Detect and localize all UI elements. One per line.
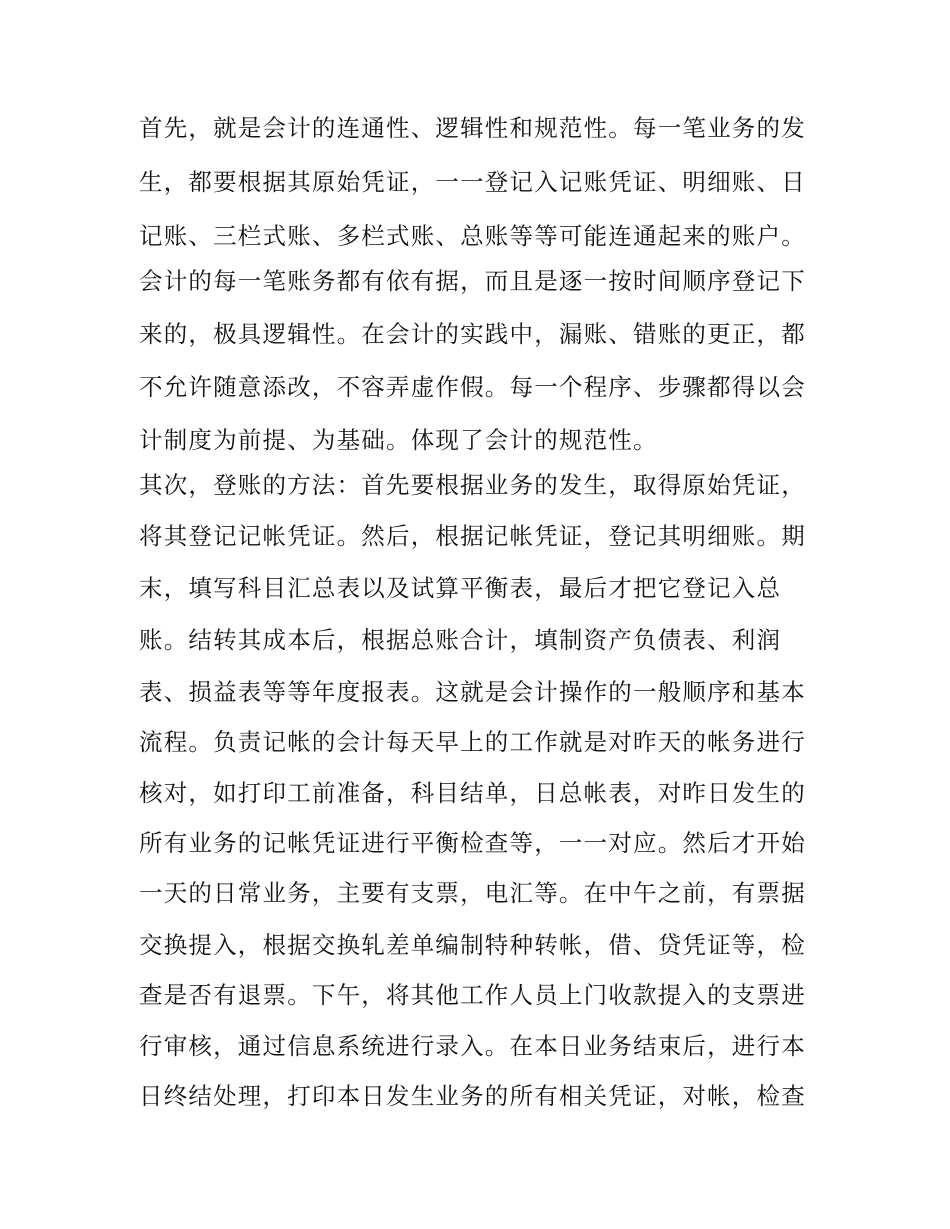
text-line: 查是否有退票。下午，将其他工作人员上门收款提入的支票进 <box>139 981 806 1009</box>
text-line: 所有业务的记帐凭证进行平衡检查等，一一对应。然后才开始 <box>139 829 806 857</box>
text-line: 流程。负责记帐的会计每天早上的工作就是对昨天的帐务进行 <box>139 728 806 756</box>
text-line: 交换提入，根据交换轧差单编制特种转帐，借、贷凭证等，检 <box>139 931 806 959</box>
text-line: 生，都要根据其原始凭证，一一登记入记账凭证、明细账、日 <box>139 168 806 196</box>
text-line: 行审核，通过信息系统进行录入。在本日业务结束后，进行本 <box>139 1032 806 1060</box>
text-line: 表、损益表等等年度报表。这就是会计操作的一般顺序和基本 <box>139 678 806 706</box>
text-line: 记账、三栏式账、多栏式账、总账等等可能连通起来的账户。 <box>139 222 806 250</box>
text-line: 其次，登账的方法：首先要根据业务的发生，取得原始凭证， <box>139 471 806 499</box>
text-line: 末，填写科目汇总表以及试算平衡表，最后才把它登记入总 <box>139 574 782 602</box>
text-line: 日终结处理，打印本日发生业务的所有相关凭证，对帐，检查 <box>139 1082 806 1110</box>
text-line: 来的，极具逻辑性。在会计的实践中，漏账、错账的更正，都 <box>139 320 806 348</box>
text-line: 账。结转其成本后，根据总账合计，填制资产负债表、利润 <box>139 626 782 654</box>
text-line: 核对，如打印工前准备，科目结单，日总帐表，对昨日发生的 <box>139 779 806 807</box>
text-line: 一天的日常业务，主要有支票，电汇等。在中午之前，有票据 <box>139 879 806 907</box>
text-line: 将其登记记帐凭证。然后，根据记帐凭证，登记其明细账。期 <box>139 522 806 550</box>
text-line: 不允许随意添改，不容弄虚作假。每一个程序、步骤都得以会 <box>139 373 806 401</box>
text-line: 计制度为前提、为基础。体现了会计的规范性。 <box>139 426 658 454</box>
text-line: 会计的每一笔账务都有依有据，而且是逐一按时间顺序登记下 <box>139 267 806 295</box>
text-line: 首先，就是会计的连通性、逻辑性和规范性。每一笔业务的发 <box>139 114 806 142</box>
